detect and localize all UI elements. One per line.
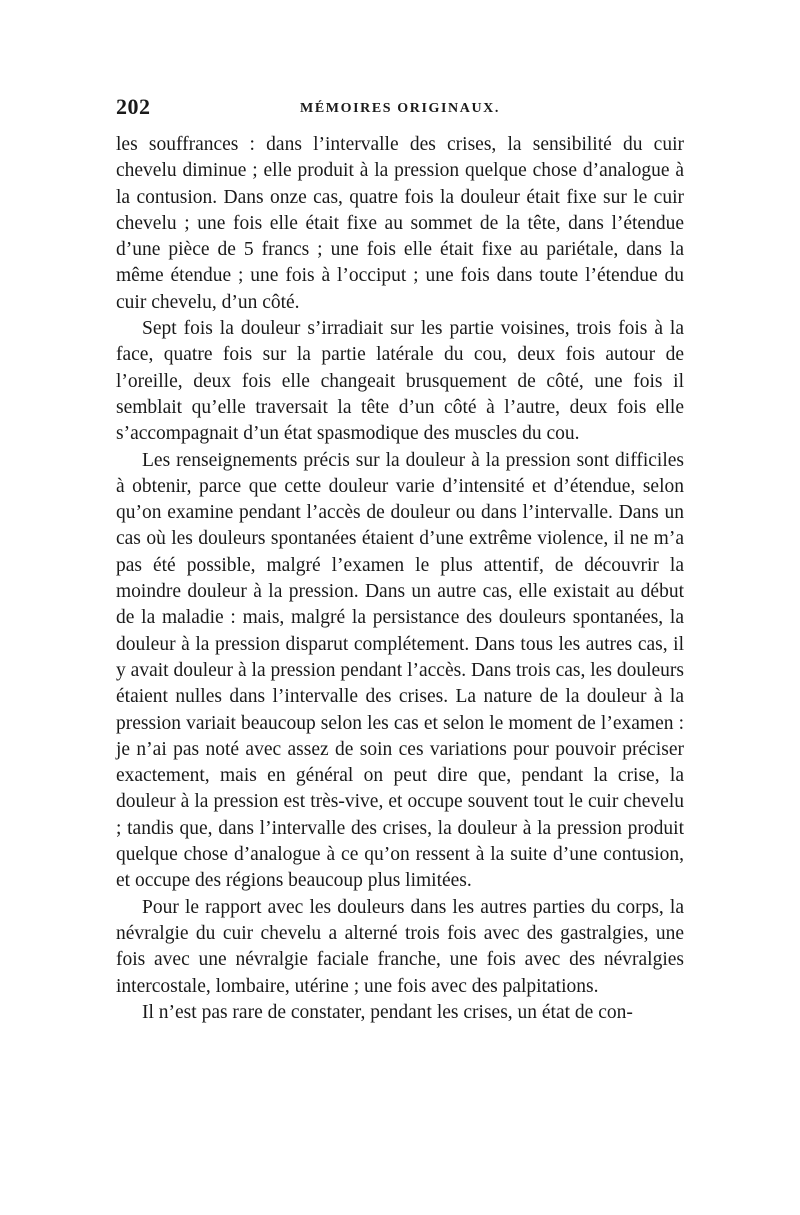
page-header [116,94,684,132]
document-page [116,94,684,1026]
paragraph-continuation: les souffrances : dans l’intervalle des crises, la sensibilité du cuir chevelu diminue ; elle produit à la pression quelque chose d’analogue à la contusion. Dans onze cas, quatre fois la douleur était fixe sur le cuir chevelu ; une fois elle était fixe au sommet de la tête, dans l’étendue d’une pièce de 5 francs ; une fois elle était fixe au pariétale, dans la même étendue ; une fois à l’occiput ; une fois dans toute l’étendue du cuir chevelu, d’un côté. [116,134,684,313]
page-number: 202 [116,94,151,119]
paragraph: Sept fois la douleur s’irradiait sur les partie voisines, trois fois à la face, quatre fois sur la partie latérale du cou, deux fois autour de l’oreille, deux fois elle changeait brusquement de côté, une fois il semblait qu’elle traversait la tête d’un côté à l’autre, deux fois elle s’accompagnait d’un état spasmodique des muscles du cou. [116,318,684,445]
paragraph: Les renseignements précis sur la douleur à la pression sont difficiles à obtenir, parce que cette douleur varie d’intensité et d’étendue, selon qu’on examine pendant l’accès de douleur ou dans l’intervalle. Dans un cas où les douleurs spontanées étaient d’une extrême violence, il ne m’a pas été possible, malgré l’examen le plus attentif, de découvrir la moindre douleur à la pression. Dans un autre cas, elle existait au début de la maladie : mais, malgré la persistance des douleurs spontanées, la douleur à la pression disparut complétement. Dans tous les autres cas, il y avait douleur à la pression pendant l’accès. Dans trois cas, les douleurs étaient nulles dans l’intervalle des crises. La nature de la douleur à la pression variait beaucoup selon les cas et selon le moment de l’examen : je n’ai pas noté avec assez de soin ces variations pour pouvoir préciser exactement, mais en général on peut dire que, pendant la crise, la douleur à la pression est très-vive, et occupe souvent tout le cuir chevelu ; tandis que, dans l’intervalle des crises, la douleur à la pression produit quelque chose d’analogue à ce qu’on ressent à la suite d’une contusion, et occupe des régions beaucoup plus limitées. [116,449,684,892]
paragraph: Il n’est pas rare de constater, pendant les crises, un état de con- [142,1001,633,1023]
paragraph: Pour le rapport avec les douleurs dans les autres parties du corps, la névralgie du cuir chevelu a alterné trois fois avec des gastralgies, une fois avec une névralgie faciale franche, une fois avec des névralgies intercostale, lombaire, utérine ; une fois avec des palpitations. [116,896,684,997]
body-text [116,132,684,1026]
running-title: MÉMOIRES ORIGINAUX. [300,101,500,116]
